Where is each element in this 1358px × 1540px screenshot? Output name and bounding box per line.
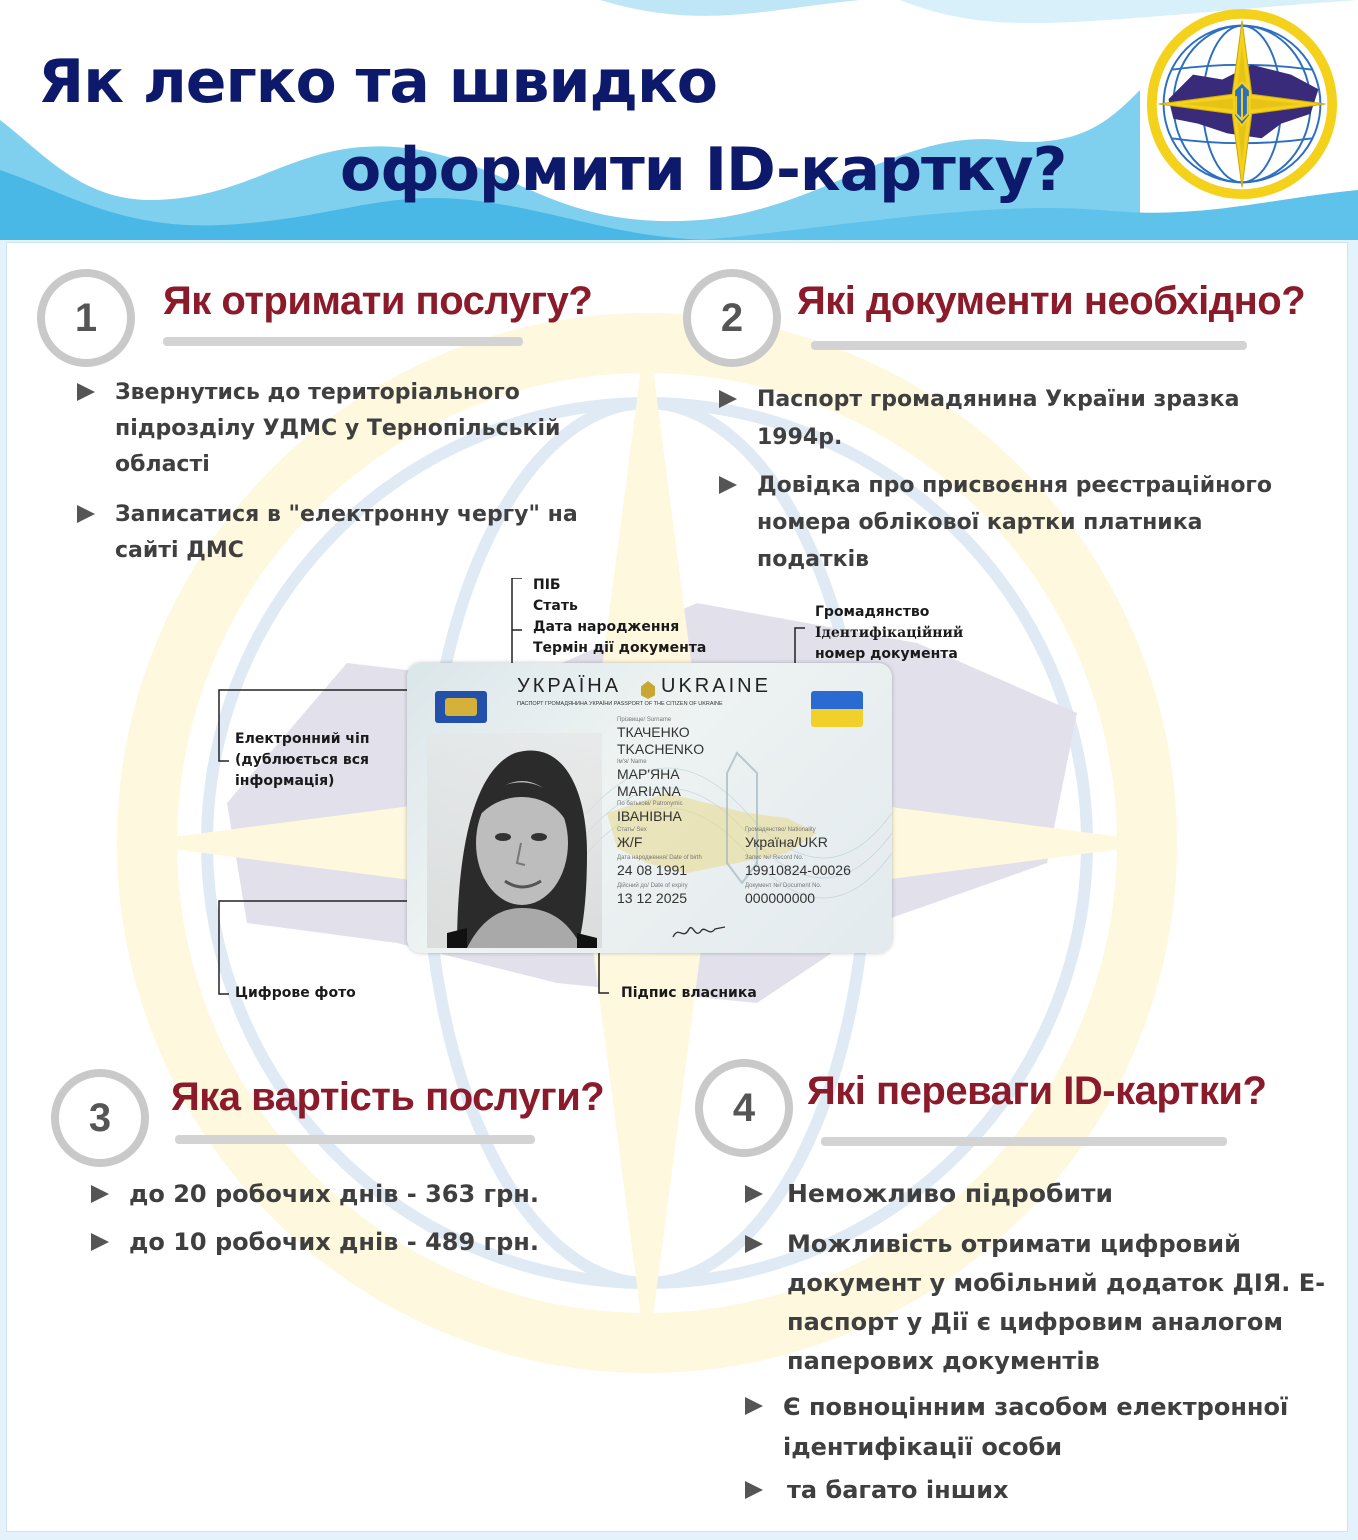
surname-label: Прізвище/ Surname (617, 717, 672, 723)
name-ua: МАР'ЯНА (617, 766, 680, 782)
docno-label: Документ №/ Document No. (745, 883, 822, 889)
section-2-underline (811, 341, 1247, 350)
section-3-title: Яка вартість послуги? (171, 1075, 605, 1119)
card-header-en: UKRAINE (661, 675, 771, 697)
dms-emblem-logo (1144, 6, 1340, 202)
section-4-item: Можливість отримати цифровий документ у мобільний додаток ДІЯ. Е-паспорт у Дії є цифровим аналогом паперових документів (745, 1225, 1345, 1381)
annotation-photo: Цифрове фото (235, 985, 356, 1001)
section-2-item: Паспорт громадянина України зразка 1994р. (719, 381, 1279, 457)
card-chip (435, 691, 487, 723)
card-header-ua: УКРАЇНА (517, 675, 622, 697)
card-signature (669, 921, 729, 943)
section-3-underline (175, 1135, 535, 1144)
arrow-right-icon (91, 1233, 109, 1251)
docno-value: 000000000 (745, 890, 816, 906)
patronymic-value: ІВАНІВНА (617, 808, 682, 824)
section-2-list (719, 381, 1279, 578)
section-1-item: Звернутись до територіального підрозділу УДМС у Тернопільській області (77, 375, 597, 483)
arrow-right-icon (77, 505, 95, 523)
header-banner (0, 0, 1358, 240)
sex-value: Ж/F (617, 834, 643, 850)
section-4-underline (821, 1137, 1227, 1146)
record-label: Запис №/ Record No. (745, 855, 804, 861)
section-4-item: Є повноцінним засобом електронної ідентифікації особи (745, 1387, 1345, 1467)
name-en: MARIANA (617, 783, 681, 799)
sex-label: Стать/ Sex (617, 827, 647, 833)
section-2-number: 2 (683, 269, 781, 367)
expiry-value: 13 12 2025 (617, 890, 688, 906)
name-label: Ім'я/ Name (617, 759, 647, 765)
nationality-label: Громадянство/ Nationality (745, 827, 816, 833)
id-card (407, 663, 892, 953)
section-1-title: Як отримати послугу? (163, 279, 593, 323)
section-4-item: та багато інших (745, 1471, 1345, 1509)
record-value: 19910824-00026 (745, 862, 851, 878)
annotation-right-fields: Громадянство Ідентифікаційний номер документа (815, 604, 964, 662)
annotation-chip: Електронний чіп (дублюється вся інформація) (235, 731, 370, 789)
ukraine-flag-icon (811, 691, 863, 727)
section-2-item: Довідка про присвоєння реєстраційного номера облікової картки платника податків (719, 467, 1279, 578)
arrow-right-icon (719, 476, 737, 494)
section-1-underline (163, 337, 523, 346)
annotation-signature: Підпис власника (621, 985, 757, 1001)
section-4-title: Які переваги ID-картки? (807, 1069, 1267, 1113)
section-1-list (77, 375, 597, 569)
surname-ua: ТКАЧЕНКО (617, 724, 690, 740)
content-panel (6, 242, 1348, 1532)
arrow-right-icon (745, 1185, 763, 1203)
section-4-list (745, 1175, 1345, 1509)
section-4-number: 4 (695, 1059, 793, 1157)
section-3-item: до 10 робочих днів - 489 грн. (91, 1225, 611, 1259)
section-1-number: 1 (37, 269, 135, 367)
surname-en: TKACHENKO (617, 741, 705, 757)
section-3-item: до 20 робочих днів - 363 грн. (91, 1177, 611, 1211)
card-subheader: ПАСПОРТ ГРОМАДЯНИНА УКРАЇНИ PASSPORT OF THE CITIZEN OF UKRAINE (517, 701, 723, 707)
section-2-title: Які документи необхідно? (797, 279, 1306, 323)
id-card-diagram (207, 578, 1027, 1018)
arrow-right-icon (719, 390, 737, 408)
arrow-right-icon (91, 1185, 109, 1203)
title-line-2: оформити ID-картку? (340, 135, 1067, 205)
section-3-list (91, 1177, 611, 1259)
arrow-right-icon (77, 383, 95, 401)
annotation-top-fields: ПІБ Стать Дата народження Термін дії документа (533, 577, 707, 656)
arrow-right-icon (745, 1481, 763, 1499)
expiry-label: Дійсний до/ Date of expiry (617, 883, 688, 889)
dob-label: Дата народження/ Date of birth (617, 855, 702, 861)
section-1-item: Записатися в "електронну чергу" на сайті ДМС (77, 497, 597, 569)
card-portrait-photo (427, 733, 602, 948)
section-4-item: Неможливо підробити (745, 1175, 1345, 1213)
patronymic-label: По батькові/ Patronymic (617, 801, 683, 807)
arrow-right-icon (745, 1397, 763, 1415)
dob-value: 24 08 1991 (617, 862, 688, 878)
title-line-1: Як легко та швидко (38, 47, 717, 117)
nationality-value: Україна/UKR (745, 834, 828, 850)
arrow-right-icon (745, 1235, 763, 1253)
section-3-number: 3 (51, 1069, 149, 1167)
